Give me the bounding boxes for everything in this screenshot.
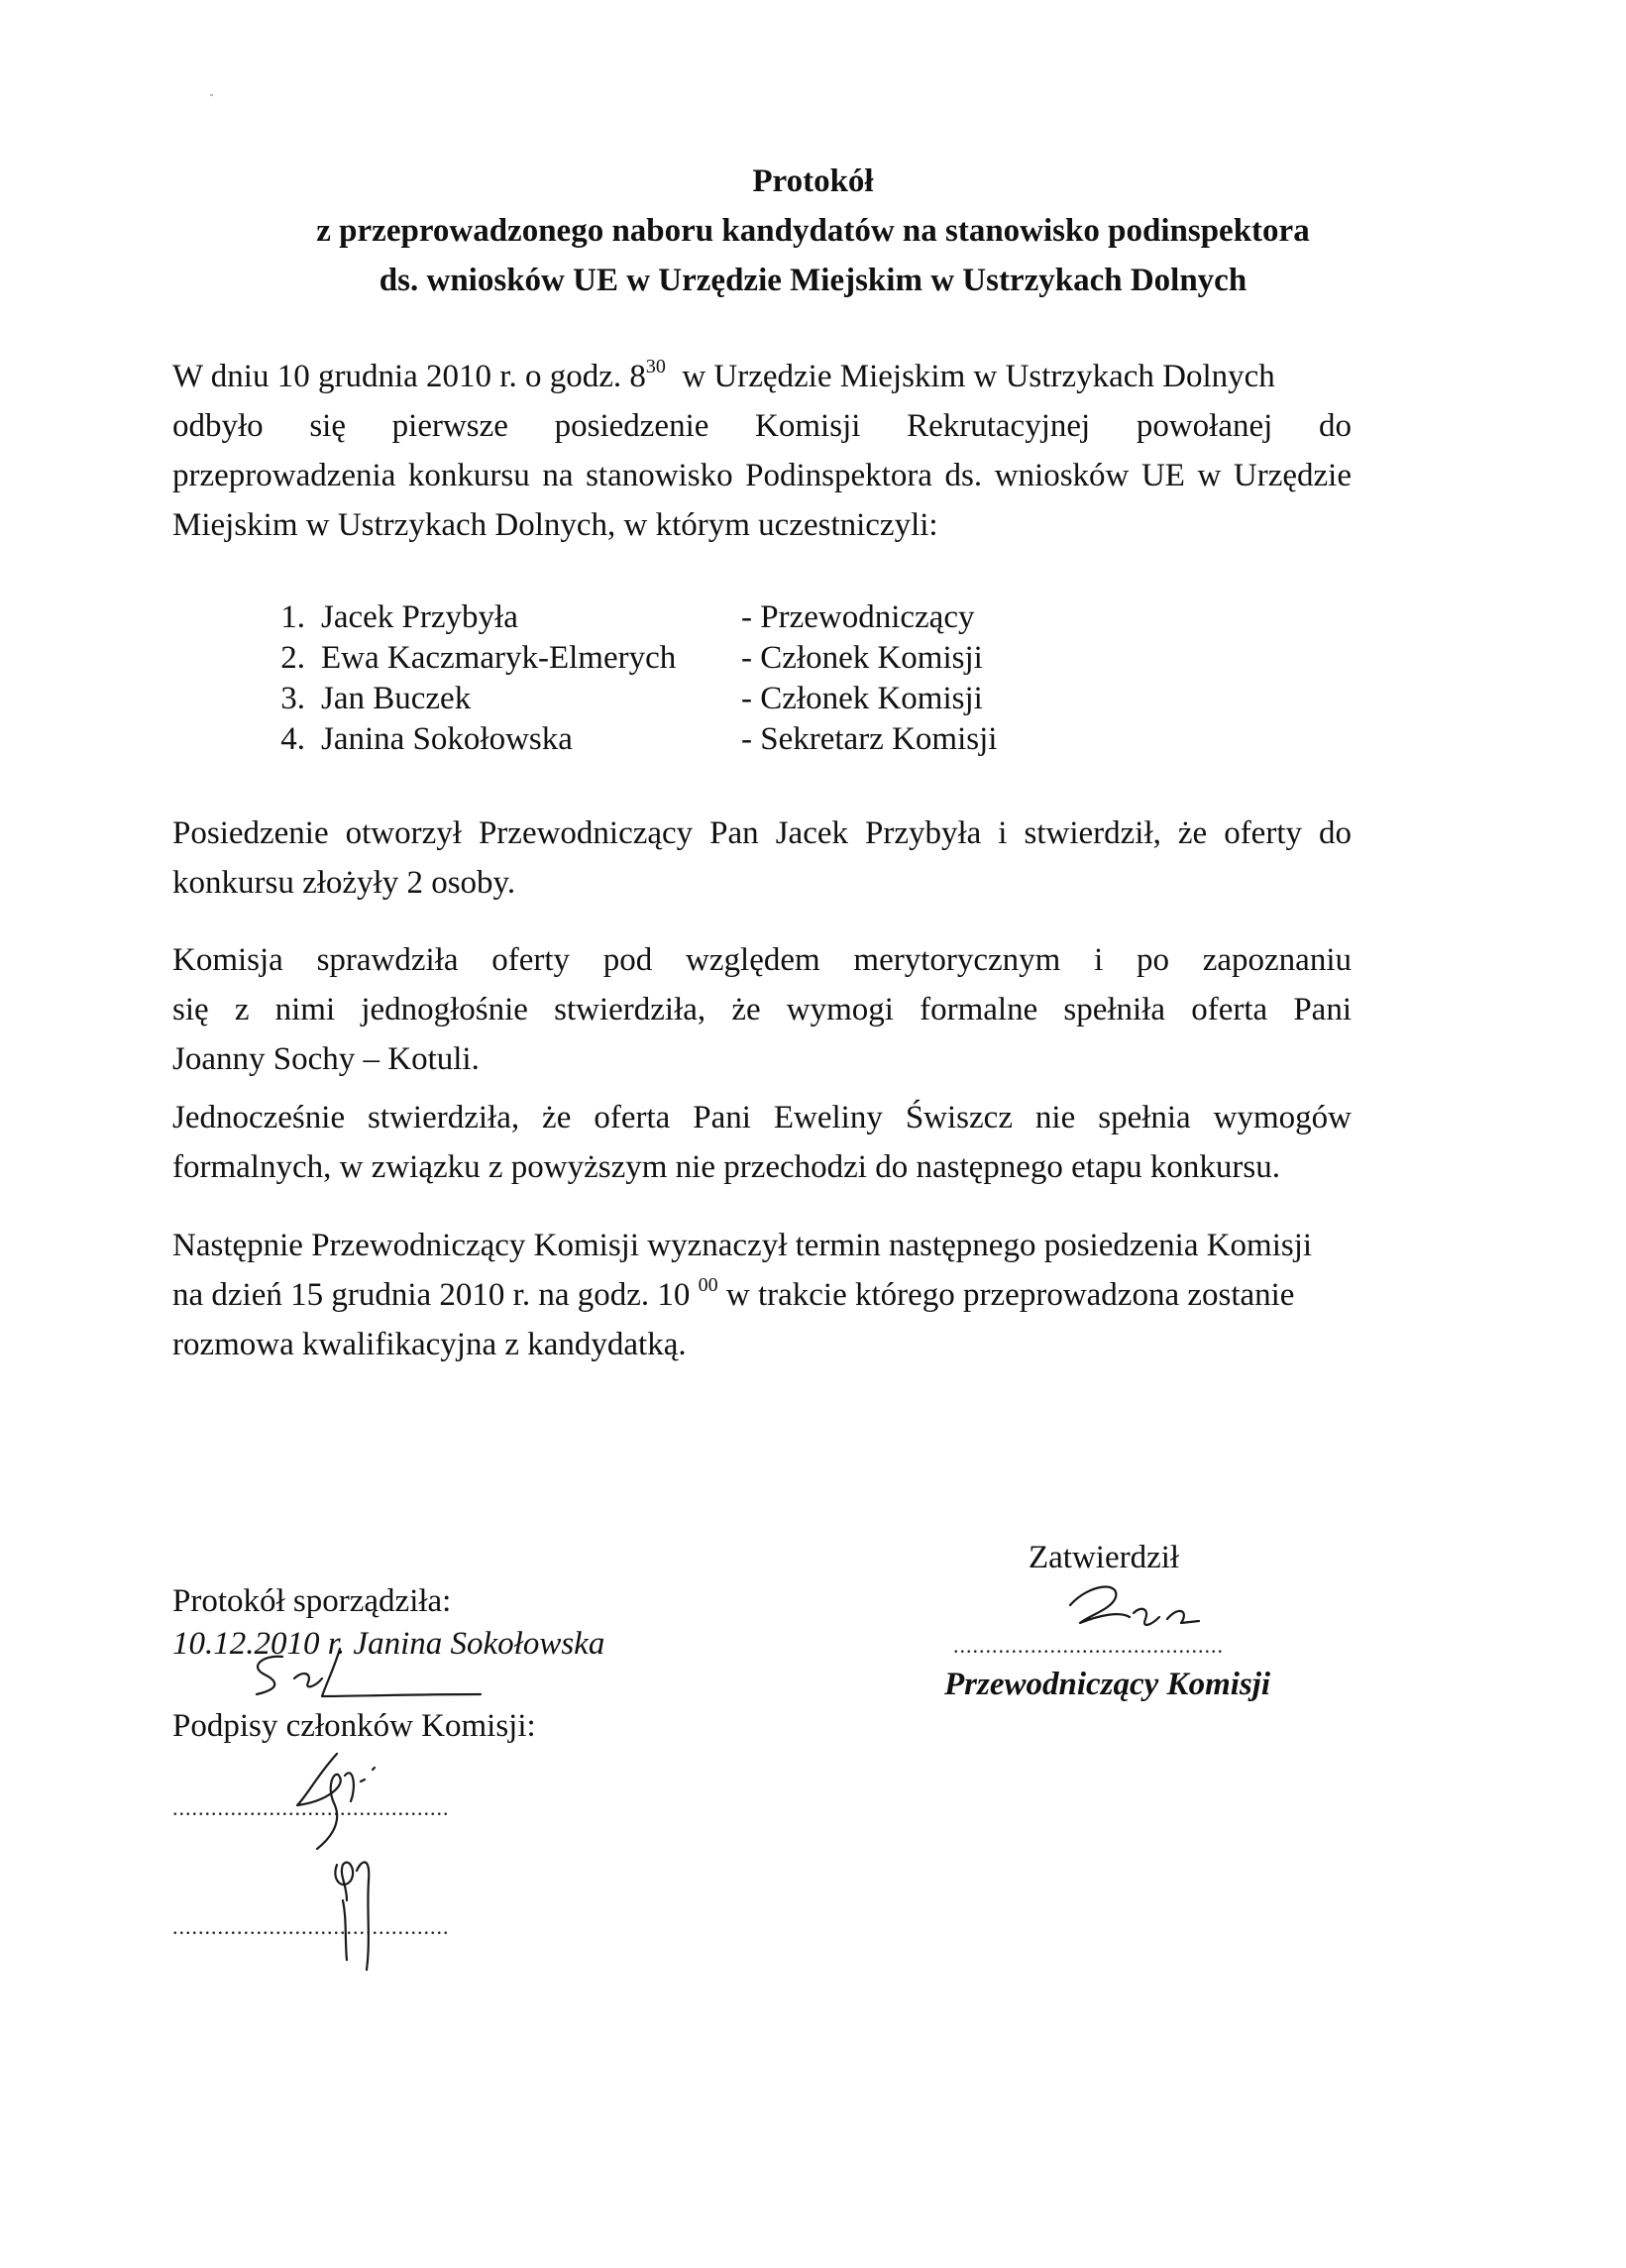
approval-signature-line: .......................................... [953, 1633, 1224, 1658]
paragraph-line: Następnie Przewodniczący Komisji wyznaczył termin następnego posiedzenia Komisji [172, 1228, 1313, 1263]
paragraph-line: formalnych, w związku z powyższym nie przechodzi do następnego etapu konkursu. [172, 1149, 1280, 1185]
approver-role: Przewodniczący Komisji [944, 1667, 1271, 1702]
intro-hour-superscript: 30 [645, 356, 666, 378]
member-signature-1 [277, 1746, 426, 1855]
document-title [0, 157, 1626, 305]
intro-line-4: Miejskim w Ustrzykach Dolnych, w którym uczestniczyli: [172, 507, 938, 543]
paragraph-line: Jednocześnie stwierdziła, że oferta Pani Eweliny Świszcz nie spełnia wymogów [172, 1100, 1352, 1135]
member-name: Jan Buczek [321, 681, 472, 716]
list-number: 4. [280, 721, 305, 757]
member-name: Jacek Przybyła [321, 599, 518, 635]
member-role: - Członek Komisji [741, 681, 983, 716]
title-line-2: z przeprowadzonego naboru kandydatów na stanowisko podinspektora [316, 213, 1310, 249]
scan-speck [210, 94, 213, 96]
member-role: - Sekretarz Komisji [741, 721, 998, 757]
title-line-1: Protokół [752, 163, 874, 199]
secretary-signature [243, 1645, 500, 1704]
title-line-3: ds. wniosków UE w Urzędzie Miejskim w Ustrzykach Dolnych [379, 263, 1247, 298]
paragraph-line: rozmowa kwalifikacyjna z kandydatką. [172, 1327, 687, 1362]
list-number: 1. [280, 599, 305, 635]
member-role: - Przewodniczący [741, 599, 975, 635]
next-meeting-minutes-superscript: 00 [698, 1274, 718, 1296]
paragraph-line: Joanny Sochy – Kotuli. [172, 1041, 480, 1077]
intro-line-3: przeprowadzenia konkursu na stanowisko Podinspektora ds. wniosków UE w Urzędzie [172, 458, 1352, 493]
paragraph-line: się z nimi jednogłośnie stwierdziła, że wymogi formalne spełniła oferta Pani [172, 992, 1352, 1027]
paragraph-rejection [172, 1093, 1352, 1192]
paragraph-line: Komisja sprawdziła oferty pod względem merytorycznym i po zapoznaniu [172, 942, 1352, 978]
next-meeting-date: na dzień 15 grudnia 2010 r. na godz. 10 [172, 1277, 691, 1313]
member-name: Ewa Kaczmaryk-Elmerych [321, 640, 677, 676]
paragraph-opening [172, 809, 1352, 908]
paragraph-line: Posiedzenie otworzył Przewodniczący Pan Jacek Przybyła i stwierdził, że oferty do [172, 815, 1352, 851]
members-sign-label: Podpisy członków Komisji: [172, 1708, 536, 1744]
member-name: Janina Sokołowska [321, 721, 573, 757]
intro-paragraph [172, 352, 1352, 550]
list-number: 3. [280, 681, 305, 716]
paragraph-next-meeting [172, 1221, 1352, 1369]
paragraph-line: konkursu złożyły 2 osoby. [172, 865, 516, 901]
intro-line-1-start: W dniu 10 grudnia 2010 r. o godz. 8 [172, 359, 646, 394]
next-meeting-rest: w trakcie którego przeprowadzona zostanie [725, 1277, 1295, 1313]
member-role: - Członek Komisji [741, 640, 983, 676]
intro-line-1-end: w Urzędzie Miejskim w Ustrzykach Dolnych [682, 359, 1275, 394]
prepared-label: Protokół sporządziła: [172, 1583, 452, 1619]
chairman-signature [1050, 1575, 1229, 1645]
paragraph-verification [172, 935, 1352, 1084]
list-number: 2. [280, 640, 305, 676]
approved-label: Zatwierdził [1029, 1540, 1180, 1575]
paragraph-line [172, 1270, 1352, 1320]
prepared-by: 10.12.2010 r. Janina Sokołowska [172, 1626, 605, 1662]
member-signature-2 [317, 1841, 406, 1980]
member-signature-line: ........................................... [172, 1795, 450, 1820]
member-signature-line: ........................................... [172, 1914, 450, 1939]
intro-line-1 [172, 352, 1352, 401]
intro-line-2: odbyło się pierwsze posiedzenie Komisji Rekrutacyjnej powołanej do [172, 408, 1352, 444]
